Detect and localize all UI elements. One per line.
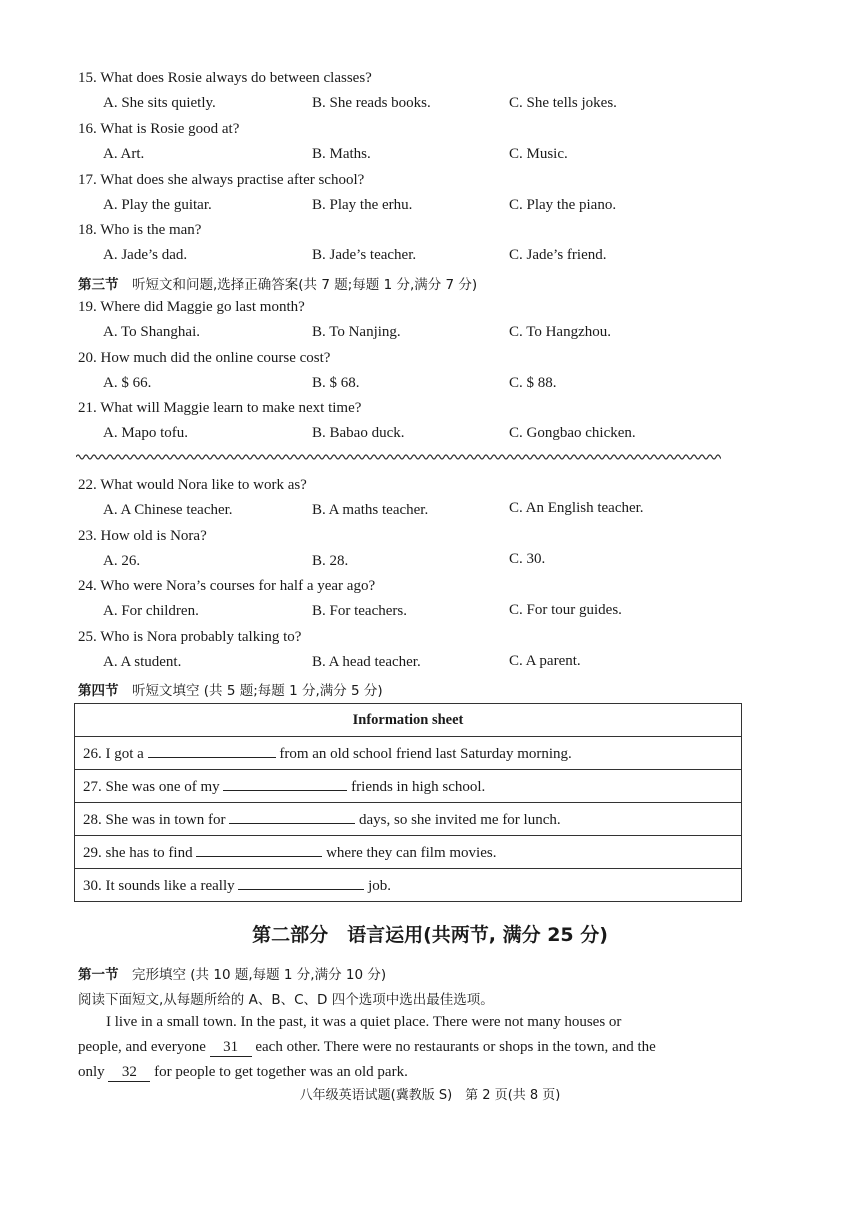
wavy-divider bbox=[76, 452, 721, 462]
passage-line-3: only 32 for people to get together was an old park. bbox=[78, 1064, 408, 1080]
option-21-b: B. Babao duck. bbox=[312, 425, 405, 441]
option-22-a: A. A Chinese teacher. bbox=[103, 502, 233, 518]
question-19: 19. Where did Maggie go last month? bbox=[78, 299, 305, 315]
option-23-a: A. 26. bbox=[103, 553, 141, 569]
option-15-a: A. She sits quietly. bbox=[103, 95, 216, 111]
question-24: 24. Who were Nora’s courses for half a year ago? bbox=[78, 578, 376, 594]
information-sheet bbox=[74, 703, 742, 902]
option-15-c: C. She tells jokes. bbox=[509, 95, 617, 111]
option-23-c: C. 30. bbox=[509, 551, 546, 567]
question-18: 18. Who is the man? bbox=[78, 222, 202, 238]
option-24-a: A. For children. bbox=[103, 603, 199, 619]
cloze-instruction: 阅读下面短文,从每题所给的 A、B、C、D 四个选项中选出最佳选项。 bbox=[78, 992, 494, 1008]
option-17-c: C. Play the piano. bbox=[509, 197, 617, 213]
blank-26[interactable] bbox=[148, 743, 276, 758]
option-25-b: B. A head teacher. bbox=[312, 654, 421, 670]
part-2-title: 第二部分 语言运用(共两节, 满分 25 分) bbox=[252, 924, 608, 946]
info-row-30: 30. It sounds like a really job. bbox=[75, 869, 742, 902]
blank-28[interactable] bbox=[229, 809, 355, 824]
option-25-a: A. A student. bbox=[103, 654, 182, 670]
option-18-b: B. Jade’s teacher. bbox=[312, 247, 417, 263]
option-21-c: C. Gongbao chicken. bbox=[509, 425, 636, 441]
question-22: 22. What would Nora like to work as? bbox=[78, 477, 307, 493]
option-21-a: A. Mapo tofu. bbox=[103, 425, 188, 441]
info-row-26: 26. I got a from an old school friend last Saturday morning. bbox=[75, 737, 742, 770]
question-21: 21. What will Maggie learn to make next time? bbox=[78, 400, 362, 416]
option-20-c: C. $ 88. bbox=[509, 375, 557, 391]
question-25: 25. Who is Nora probably talking to? bbox=[78, 629, 302, 645]
option-25-c: C. A parent. bbox=[509, 653, 581, 669]
question-15: 15. What does Rosie always do between classes? bbox=[78, 70, 372, 86]
option-22-b: B. A maths teacher. bbox=[312, 502, 429, 518]
option-15-b: B. She reads books. bbox=[312, 95, 431, 111]
information-sheet-header: Information sheet bbox=[75, 704, 742, 737]
blank-29[interactable] bbox=[196, 842, 322, 857]
blank-30[interactable] bbox=[238, 875, 364, 890]
passage-line-1: I live in a small town. In the past, it was a quiet place. There were not many houses or bbox=[106, 1014, 622, 1030]
question-23: 23. How old is Nora? bbox=[78, 528, 207, 544]
option-24-c: C. For tour guides. bbox=[509, 602, 622, 618]
info-row-27: 27. She was one of my friends in high school. bbox=[75, 770, 742, 803]
info-row-29: 29. she has to find where they can film movies. bbox=[75, 836, 742, 869]
option-19-a: A. To Shanghai. bbox=[103, 324, 201, 340]
question-20: 20. How much did the online course cost? bbox=[78, 350, 331, 366]
blank-27[interactable] bbox=[223, 776, 347, 791]
info-row-28: 28. She was in town for days, so she invited me for lunch. bbox=[75, 803, 742, 836]
option-20-b: B. $ 68. bbox=[312, 375, 360, 391]
question-17: 17. What does she always practise after school? bbox=[78, 172, 365, 188]
option-23-b: B. 28. bbox=[312, 553, 349, 569]
gap-32[interactable]: 32 bbox=[108, 1064, 150, 1082]
option-17-b: B. Play the erhu. bbox=[312, 197, 413, 213]
option-18-a: A. Jade’s dad. bbox=[103, 247, 188, 263]
option-19-b: B. To Nanjing. bbox=[312, 324, 401, 340]
option-19-c: C. To Hangzhou. bbox=[509, 324, 611, 340]
gap-31[interactable]: 31 bbox=[210, 1039, 252, 1057]
part-2-section-1-heading: 第一节 完形填空 (共 10 题,每题 1 分,满分 10 分) bbox=[78, 967, 387, 983]
question-16: 16. What is Rosie good at? bbox=[78, 121, 240, 137]
section-4-heading: 第四节 听短文填空 (共 5 题;每题 1 分,满分 5 分) bbox=[78, 683, 383, 699]
page-footer: 八年级英语试题(冀教版 S) 第 2 页(共 8 页) bbox=[299, 1088, 561, 1103]
option-16-b: B. Maths. bbox=[312, 146, 371, 162]
option-20-a: A. $ 66. bbox=[103, 375, 152, 391]
passage-line-2: people, and everyone 31 each other. There were no restaurants or shops in the town, and the bbox=[78, 1039, 656, 1055]
option-18-c: C. Jade’s friend. bbox=[509, 247, 607, 263]
option-24-b: B. For teachers. bbox=[312, 603, 407, 619]
option-16-a: A. Art. bbox=[103, 146, 145, 162]
option-22-c: C. An English teacher. bbox=[509, 500, 644, 516]
section-3-heading: 第三节 听短文和问题,选择正确答案(共 7 题;每题 1 分,满分 7 分) bbox=[78, 277, 478, 293]
option-16-c: C. Music. bbox=[509, 146, 568, 162]
option-17-a: A. Play the guitar. bbox=[103, 197, 212, 213]
